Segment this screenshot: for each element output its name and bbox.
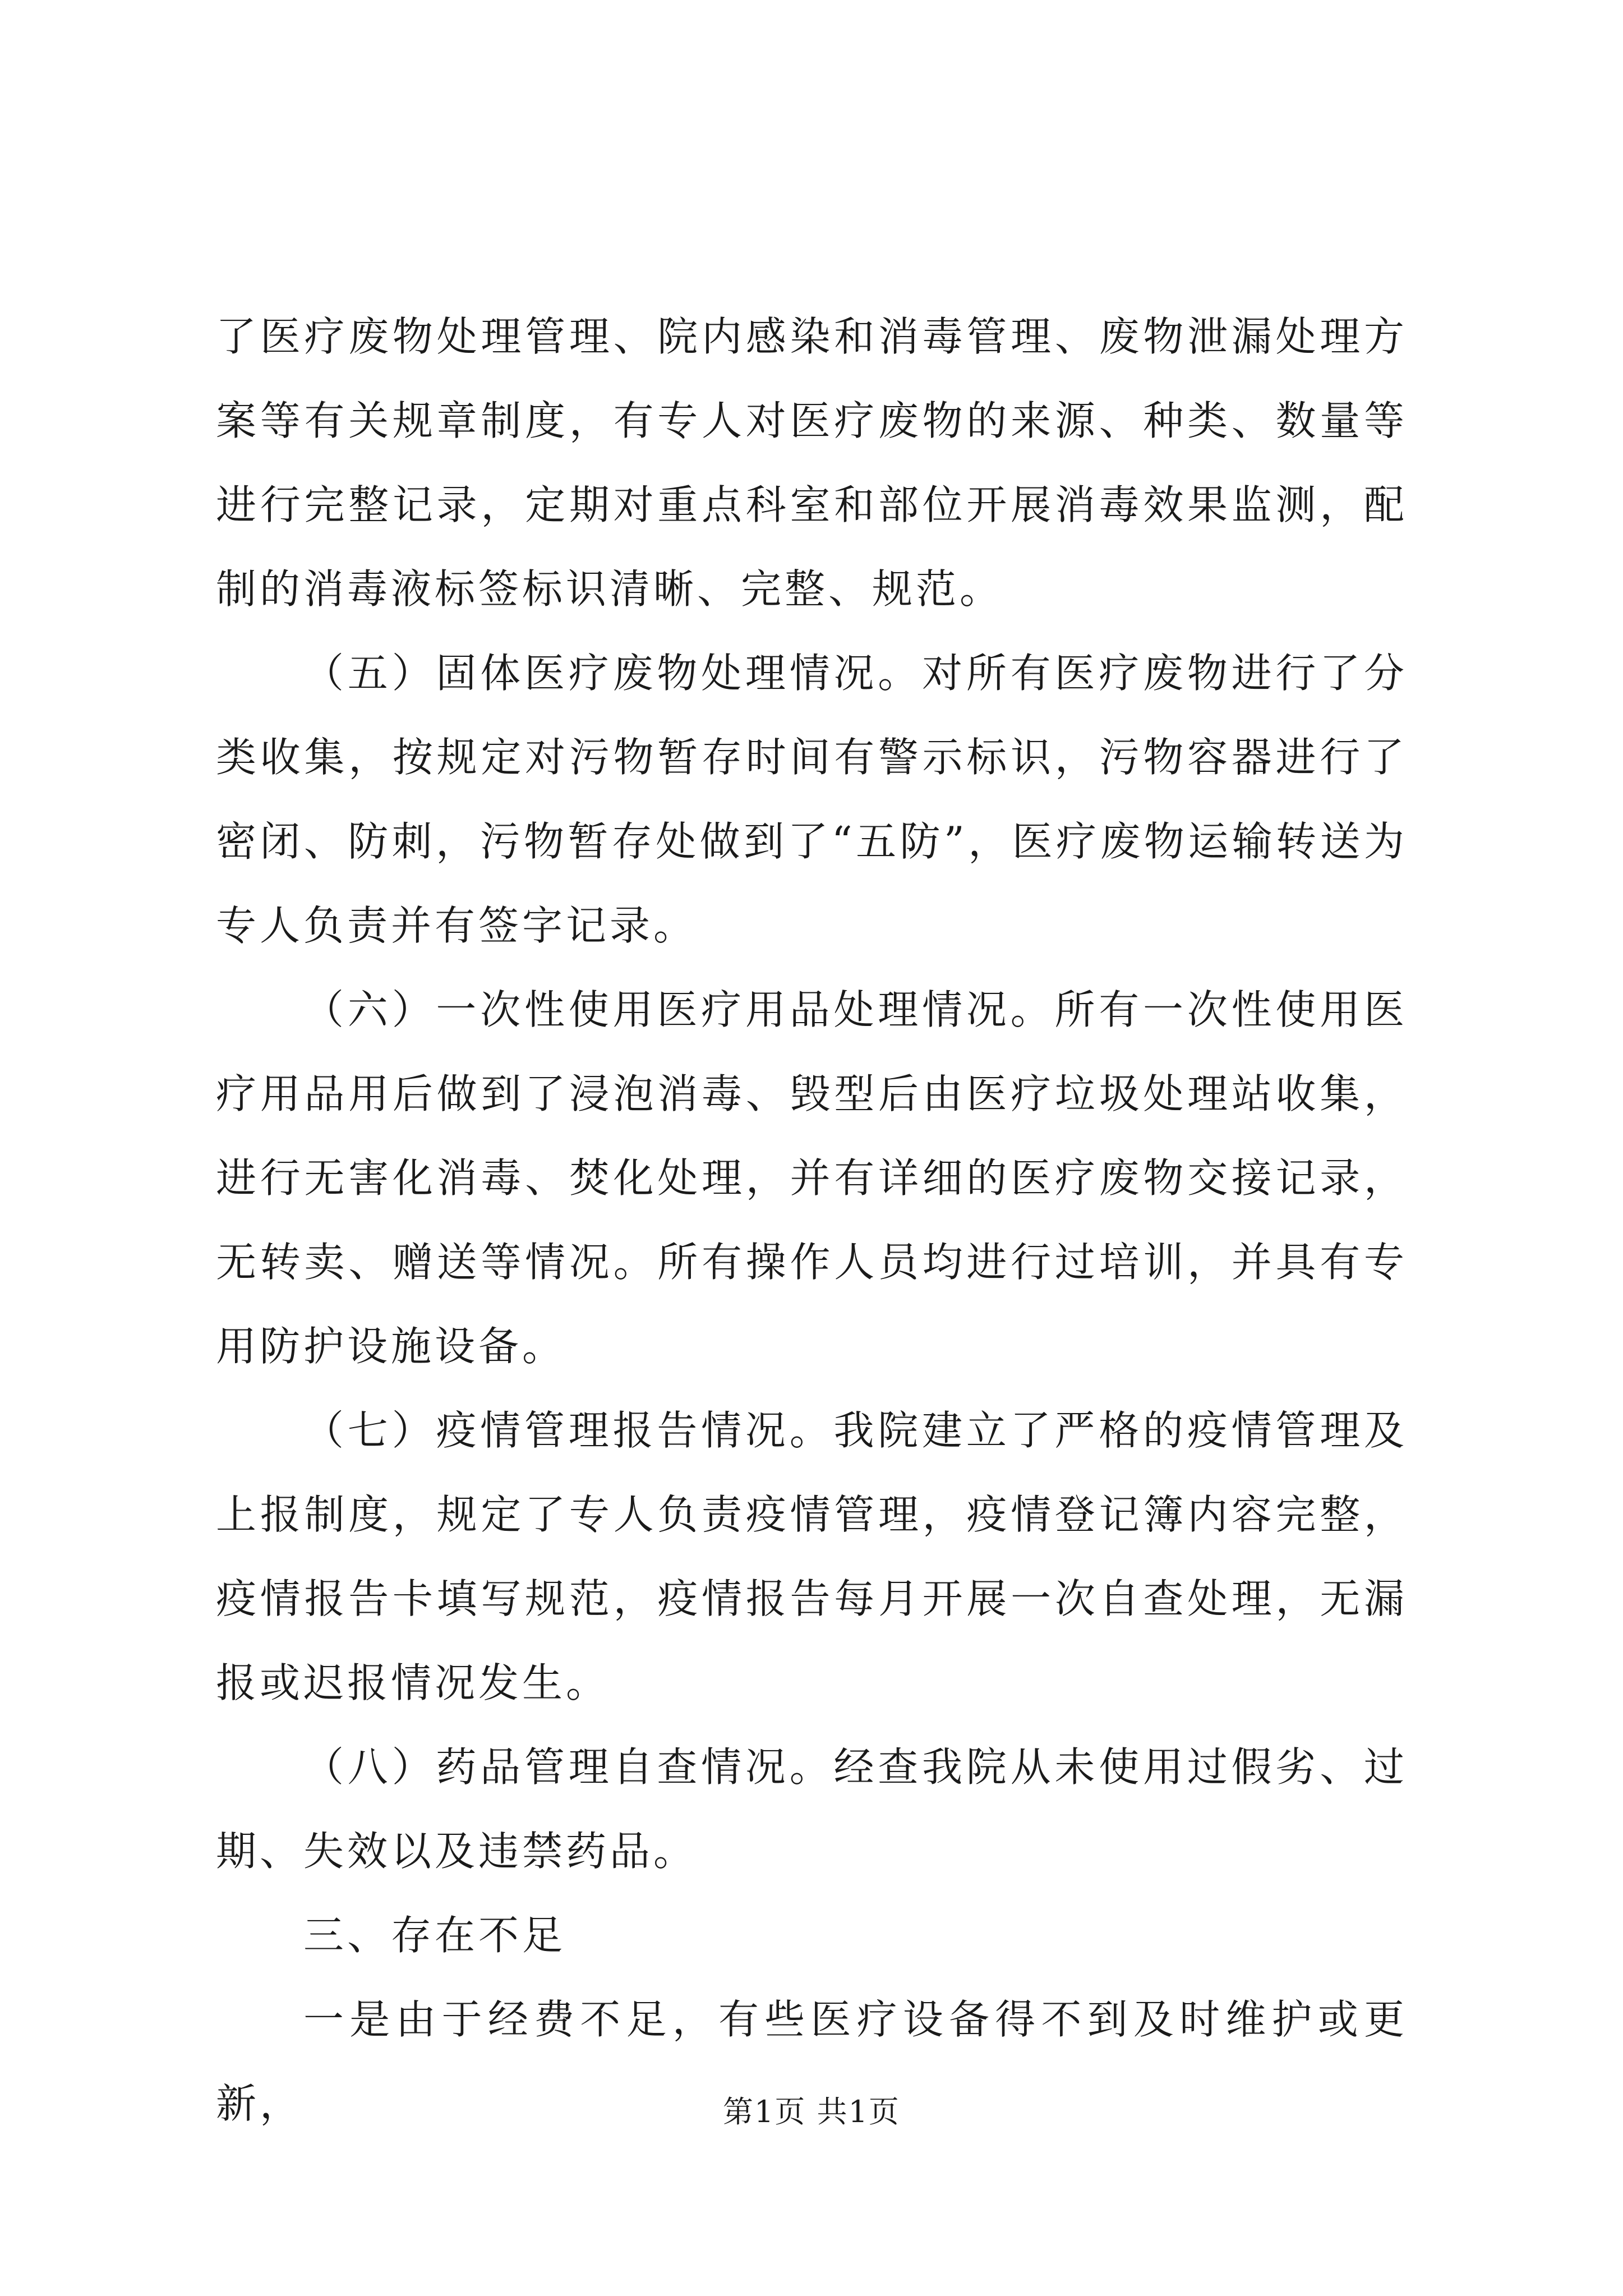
paragraph-section-7: （七）疫情管理报告情况。我院建立了严格的疫情管理及上报制度，规定了专人负责疫情管理，疫情登记簿内容完整，疫情报告卡填写规范，疫情报告每月开展一次自查处理，无漏报或迟报情况发生。 xyxy=(216,1407,1408,1706)
paragraph-continuation: 了医疗废物处理管理、院内感染和消毒管理、废物泄漏处理方案等有关规章制度，有专人对医疗废物的来源、种类、数量等进行完整记录，定期对重点科室和部位开展消毒效果监测，配制的消毒液标签标识清晰、完整、规范。 xyxy=(216,313,1408,613)
page-footer: 第1页 共1页 xyxy=(723,2094,900,2129)
paragraph-shortcoming-1: 一是由于经费不足，有些医疗设备得不到及时维护或更新， xyxy=(216,1996,1408,2127)
heading-shortcomings: 三、存在不足 xyxy=(303,1912,566,1959)
paragraph-section-6: （六）一次性使用医疗用品处理情况。所有一次性使用医疗用品用后做到了浸泡消毒、毁型后由医疗垃圾处理站收集，进行无害化消毒、焚化处理，并有详细的医疗废物交接记录，无转卖、赠送等情况。所有操作人员均进行过培训，并具有专用防护设施设备。 xyxy=(216,986,1408,1370)
paragraph-section-8: （八）药品管理自查情况。经查我院从未使用过假劣、过期、失效以及违禁药品。 xyxy=(216,1743,1408,1875)
document-body xyxy=(216,295,1408,2146)
paragraph-section-5: （五）固体医疗废物处理情况。对所有医疗废物进行了分类收集，按规定对污物暂存时间有警示标识，污物容器进行了密闭、防刺，污物暂存处做到了“五防”，医疗废物运输转送为专人负责并有签字记录。 xyxy=(216,650,1408,949)
